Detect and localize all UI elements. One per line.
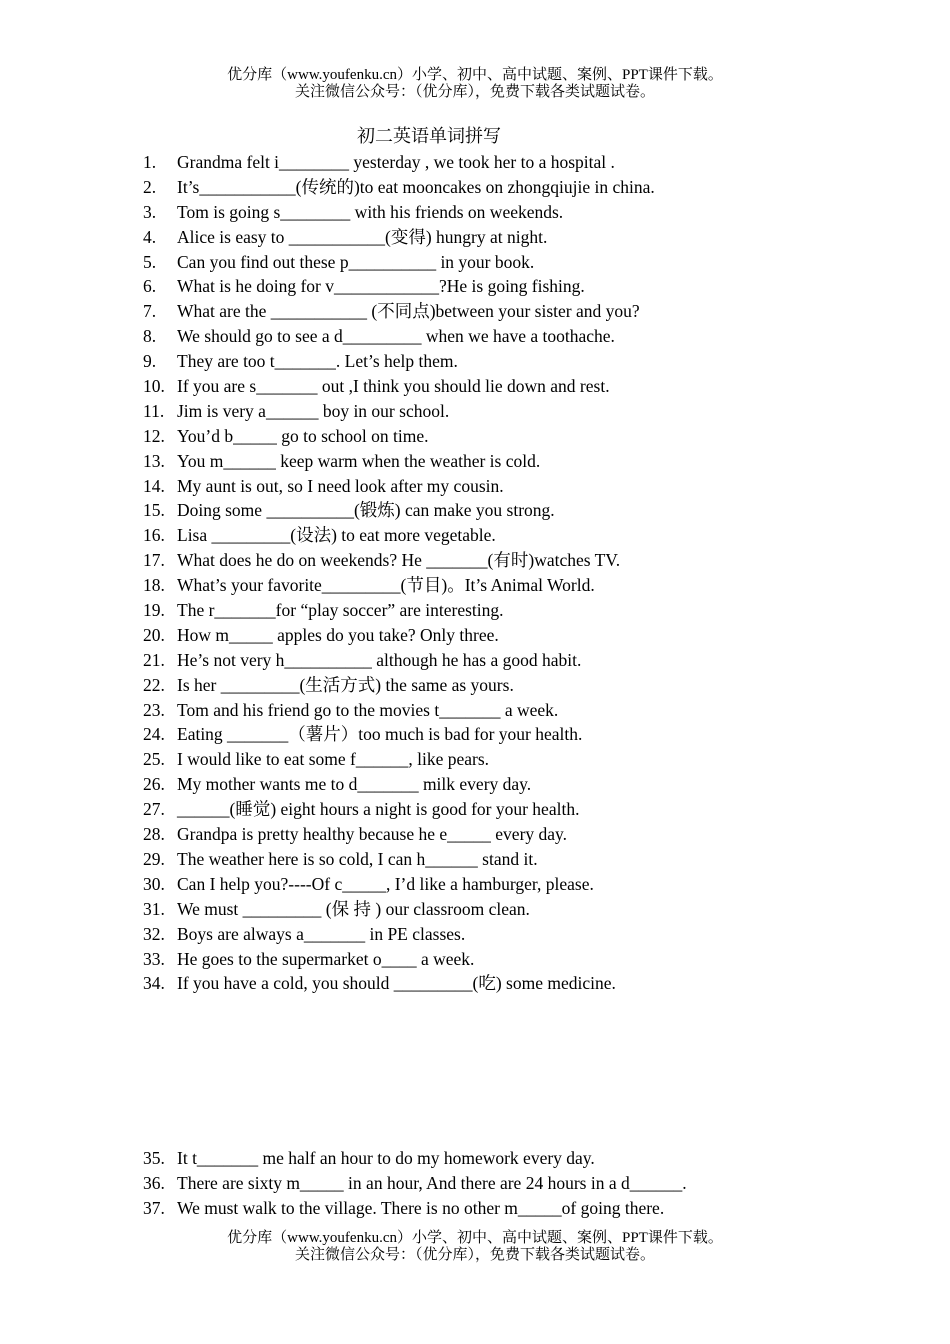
question-text: If you are s_______ out ,I think you should lie down and rest.	[177, 376, 610, 397]
question-text: He’s not very h__________ although he has a good habit.	[177, 649, 582, 670]
question-item	[143, 324, 923, 349]
question-item	[143, 349, 923, 374]
question-item	[143, 872, 923, 897]
question-number: 34.	[143, 973, 165, 994]
question-text: Grandma felt i________ yesterday , we took her to a hospital .	[177, 152, 615, 172]
question-number: 16.	[143, 525, 165, 546]
question-text: My aunt is out, so I need look after my cousin.	[177, 475, 504, 496]
question-number: 33.	[143, 948, 165, 969]
question-number: 27.	[143, 799, 165, 820]
question-text: You m______ keep warm when the weather is cold.	[177, 450, 541, 471]
question-number: 1.	[143, 152, 157, 172]
question-text: Is her _________(生活方式) the same as yours.	[177, 674, 514, 695]
question-item	[143, 548, 923, 573]
question-text: Boys are always a_______ in PE classes.	[177, 923, 466, 944]
question-text: The weather here is so cold, I can h______ stand it.	[177, 848, 538, 869]
question-number: 25.	[143, 749, 165, 770]
question-text: We should go to see a d_________ when we have a toothache.	[177, 326, 615, 347]
question-number: 23.	[143, 699, 165, 720]
page-footer	[0, 1230, 950, 1264]
question-item	[143, 797, 923, 822]
question-number: 9.	[143, 351, 157, 372]
question-text: Doing some __________(锻炼) can make you strong.	[177, 500, 555, 521]
question-text: Can you find out these p__________ in your book.	[177, 251, 535, 272]
question-text: Eating _______（薯片）too much is bad for your health.	[177, 724, 583, 745]
question-number: 4.	[143, 226, 157, 247]
question-number: 29.	[143, 848, 165, 869]
header-line-1: 优分库（www.youfenku.cn）小学、初中、高中试题、案例、PPT课件下载。	[227, 67, 723, 83]
question-number: 28.	[143, 824, 165, 845]
question-text: ______(睡觉) eight hours a night is good for your health.	[177, 799, 580, 820]
question-item	[143, 623, 923, 648]
question-item	[143, 299, 923, 324]
question-item	[143, 897, 923, 922]
question-text: If you have a cold, you should _________(吃) some medicine.	[177, 973, 616, 994]
question-text: It t_______ me half an hour to do my homework every day.	[177, 1148, 595, 1168]
question-number: 7.	[143, 301, 157, 322]
question-item	[143, 1171, 923, 1196]
question-item	[143, 498, 923, 523]
question-item	[143, 200, 923, 225]
question-number: 11.	[143, 400, 165, 421]
question-text: We must walk to the village. There is no other m_____of going there.	[177, 1197, 665, 1218]
header-line-2: 关注微信公众号：（优分库），免费下载各类试题试卷。	[294, 84, 655, 100]
question-number: 22.	[143, 674, 165, 695]
question-item	[143, 673, 923, 698]
question-text: I would like to eat some f______, like pears.	[177, 749, 490, 770]
question-text: We must _________ (保 持 ) our classroom clean.	[177, 898, 530, 919]
question-text: They are too t_______. Let’s help them.	[177, 351, 458, 372]
question-item	[143, 399, 923, 424]
question-number: 5.	[143, 251, 157, 272]
question-text: What does he do on weekends? He _______(有时)watches TV.	[177, 550, 621, 571]
question-item	[143, 1146, 923, 1171]
question-item	[143, 573, 923, 598]
question-item	[143, 1196, 923, 1221]
question-item	[143, 598, 923, 623]
question-number: 21.	[143, 649, 165, 670]
question-number: 8.	[143, 326, 157, 347]
question-number: 12.	[143, 425, 165, 446]
question-text: Tom is going s________ with his friends on weekends.	[177, 201, 564, 222]
question-number: 6.	[143, 276, 157, 297]
question-number: 13.	[143, 450, 165, 471]
question-item	[143, 150, 923, 175]
question-number: 15.	[143, 500, 165, 521]
question-text: What is he doing for v____________?He is going fishing.	[177, 276, 585, 297]
question-number: 10.	[143, 376, 165, 397]
question-number: 37.	[143, 1197, 165, 1218]
question-number: 26.	[143, 774, 165, 795]
question-number: 17.	[143, 550, 165, 571]
question-item	[143, 747, 923, 772]
question-list-part2	[143, 1146, 923, 1221]
question-item	[143, 822, 923, 847]
question-number: 3.	[143, 201, 157, 222]
question-item	[143, 250, 923, 275]
question-item	[143, 474, 923, 499]
question-number: 24.	[143, 724, 165, 745]
question-text: You’d b_____ go to school on time.	[177, 425, 429, 446]
question-number: 30.	[143, 873, 165, 894]
question-text: Grandpa is pretty healthy because he e_____ every day.	[177, 824, 568, 845]
question-text: There are sixty m_____ in an hour, And there are 24 hours in a d______.	[177, 1172, 687, 1193]
question-text: Lisa _________(设法) to eat more vegetable.	[177, 525, 496, 546]
question-number: 32.	[143, 923, 165, 944]
question-item	[143, 947, 923, 972]
question-item	[143, 772, 923, 797]
page-header	[0, 67, 950, 101]
question-item	[143, 922, 923, 947]
question-number: 14.	[143, 475, 165, 496]
question-text: Jim is very a______ boy in our school.	[177, 400, 450, 421]
question-list-part1	[143, 150, 923, 996]
question-number: 18.	[143, 575, 165, 596]
footer-line-1: 优分库（www.youfenku.cn）小学、初中、高中试题、案例、PPT课件下载。	[227, 1230, 723, 1246]
question-text: It’s___________(传统的)to eat mooncakes on zhongqiujie in china.	[177, 176, 655, 197]
question-text: My mother wants me to d_______ milk every day.	[177, 774, 532, 795]
question-item	[143, 225, 923, 250]
question-number: 31.	[143, 898, 165, 919]
question-text: The r_______for “play soccer” are interesting.	[177, 600, 504, 621]
question-text: He goes to the supermarket o____ a week.	[177, 948, 475, 969]
question-item	[143, 449, 923, 474]
question-item	[143, 971, 923, 996]
question-text: Can I help you?----Of c_____, I’d like a hamburger, please.	[177, 873, 594, 894]
question-text: What are the ___________ (不同点)between your sister and you?	[177, 301, 640, 322]
question-number: 36.	[143, 1172, 165, 1193]
question-text: Alice is easy to ___________(变得) hungry at night.	[177, 226, 548, 247]
question-text: How m_____ apples do you take? Only three.	[177, 624, 499, 645]
question-text: What’s your favorite_________(节目)。It’s Animal World.	[177, 575, 595, 596]
question-item	[143, 374, 923, 399]
question-number: 35.	[143, 1148, 165, 1168]
question-item	[143, 648, 923, 673]
question-item	[143, 698, 923, 723]
question-number: 2.	[143, 176, 157, 197]
question-item	[143, 847, 923, 872]
question-text: Tom and his friend go to the movies t_______ a week.	[177, 699, 559, 720]
question-item	[143, 722, 923, 747]
question-item	[143, 523, 923, 548]
question-number: 19.	[143, 600, 165, 621]
question-item	[143, 424, 923, 449]
question-item	[143, 175, 923, 200]
question-number: 20.	[143, 624, 165, 645]
page-title: 初二英语单词拼写	[357, 126, 501, 146]
footer-line-2: 关注微信公众号：（优分库），免费下载各类试题试卷。	[294, 1247, 655, 1263]
question-item	[143, 274, 923, 299]
